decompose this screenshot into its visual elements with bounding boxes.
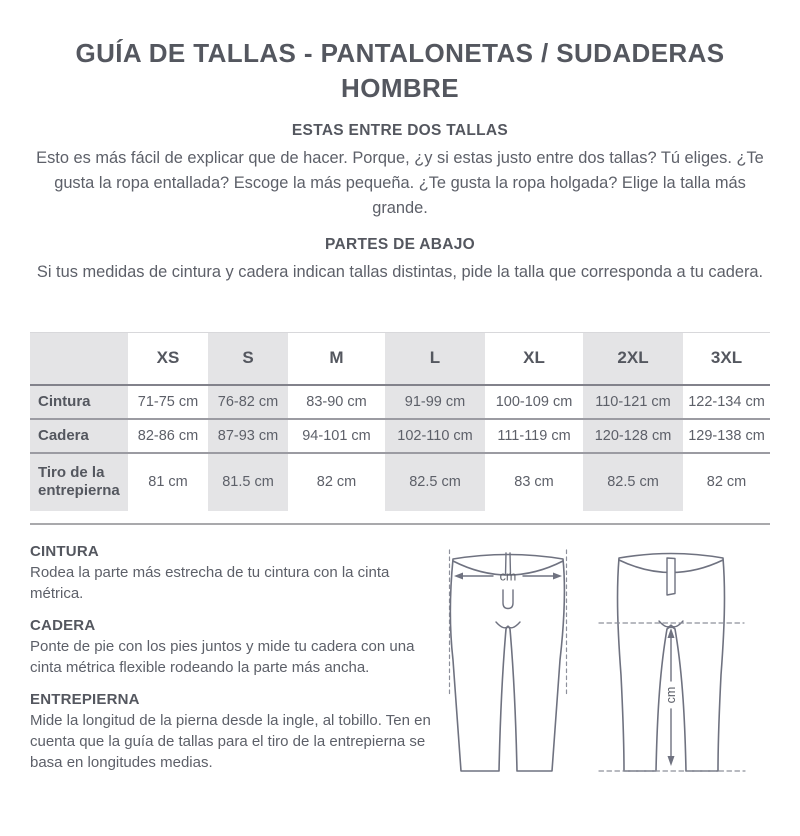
cell-cadera-xl: 111-119 cm	[497, 427, 571, 444]
cell-cintura-s: 76-82 cm	[217, 393, 279, 410]
size-column-header-l: L	[429, 348, 441, 368]
cell-cintura-m: 83-90 cm	[306, 393, 367, 410]
cell-cadera-xs: 82-86 cm	[137, 427, 199, 444]
row-label-cintura: Cintura	[38, 392, 91, 410]
cell-cintura-xl: 100-109 cm	[495, 393, 573, 410]
waist-measure-diagram	[447, 545, 569, 785]
table-row-tiro	[30, 453, 770, 511]
table-row-cintura	[30, 385, 770, 419]
inseam-arrow-head-bottom	[668, 756, 675, 766]
drawstring-tab	[667, 558, 675, 595]
definition-heading-cintura: CINTURA	[30, 542, 99, 560]
row-label-cadera: Cadera	[38, 426, 89, 444]
crotch-seam	[496, 622, 520, 628]
cell-cadera-s: 87-93 cm	[217, 427, 279, 444]
size-table	[30, 332, 770, 511]
cell-cintura-xs: 71-75 cm	[137, 393, 199, 410]
row-label-tiro: Tiro de la entrepierna	[38, 464, 120, 499]
size-column-header-xl: XL	[523, 348, 545, 368]
figures-column	[447, 539, 747, 785]
cell-cadera-m: 94-101 cm	[302, 427, 371, 444]
size-guide-page	[0, 36, 800, 785]
cell-cadera-2xl: 120-128 cm	[594, 427, 672, 444]
cell-tiro-xl: 83 cm	[514, 474, 554, 490]
page-title: GUÍA DE TALLAS - PANTALONETAS / SUDADERAS HOMBRE	[75, 38, 725, 103]
definition-heading-cadera: CADERA	[30, 616, 96, 634]
cell-tiro-l: 82.5 cm	[409, 474, 461, 490]
bottoms-text: Si tus medidas de cintura y cadera indican tallas distintas, pide la talla que corresponda a tu cadera.	[36, 263, 764, 281]
definition-text-cadera: Ponte de pie con los pies juntos y mide tu cadera con una cinta métrica flexible rodeando la parte más ancha.	[30, 637, 415, 676]
definition-text-entrepierna: Mide la longitud de la pierna desde la ingle, al tobillo. Ten en cuenta que la guía de tallas para el tiro de la entrepierna se basa en longitudes medias.	[30, 711, 431, 771]
between-sizes-text: Esto es más fácil de explicar que de hacer. Porque, ¿y si estas justo entre dos tallas? Tú eliges. ¿Te gusta la ropa entallada? Escoge la más pequeña. ¿Te gusta la ropa holgada? Elige la talla más grande.	[36, 149, 764, 217]
corner-cell	[30, 333, 128, 385]
size-column-header-s: S	[242, 348, 254, 368]
cell-cadera-l: 102-110 cm	[397, 427, 473, 444]
cell-cintura-l: 91-99 cm	[404, 393, 466, 410]
waist-arrow-head-left	[454, 572, 463, 579]
cell-tiro-2xl: 82.5 cm	[607, 474, 659, 490]
definitions-column	[30, 539, 445, 785]
section-divider	[30, 523, 770, 525]
bottoms-heading: PARTES DE ABAJO	[324, 236, 476, 253]
waist-arrow-head-right	[553, 572, 562, 579]
cell-cintura-2xl: 110-121 cm	[595, 393, 671, 410]
waist-measure-label: cm	[499, 569, 517, 583]
cell-tiro-m: 82 cm	[316, 474, 357, 490]
cell-tiro-xs: 81 cm	[148, 474, 188, 490]
definition-text-cintura: Rodea la parte más estrecha de tu cintura con la cinta métrica.	[30, 563, 390, 602]
crotch-seam	[659, 621, 683, 627]
size-column-header-2xl: 2XL	[617, 348, 649, 368]
measure-instructions-section	[30, 539, 770, 785]
cell-cadera-3xl: 129-138 cm	[688, 427, 765, 444]
cell-tiro-s: 81.5 cm	[222, 474, 274, 490]
size-column-header-m: M	[329, 348, 344, 368]
drawstring-loop	[503, 590, 513, 609]
size-column-header-3xl: 3XL	[710, 348, 743, 368]
inseam-measure-label: cm	[664, 686, 678, 703]
size-column-header-xs: XS	[156, 348, 180, 368]
between-sizes-heading: ESTAS ENTRE DOS TALLAS	[291, 122, 509, 139]
cell-cintura-3xl: 122-134 cm	[688, 393, 765, 410]
table-row-cadera	[30, 419, 770, 453]
definition-heading-entrepierna: ENTREPIERNA	[30, 690, 140, 708]
size-header-row	[30, 333, 770, 385]
inseam-measure-diagram	[597, 545, 747, 785]
pants-outline	[450, 554, 564, 771]
cell-tiro-3xl: 82 cm	[706, 474, 747, 490]
inseam-arrow-head-top	[668, 628, 675, 638]
